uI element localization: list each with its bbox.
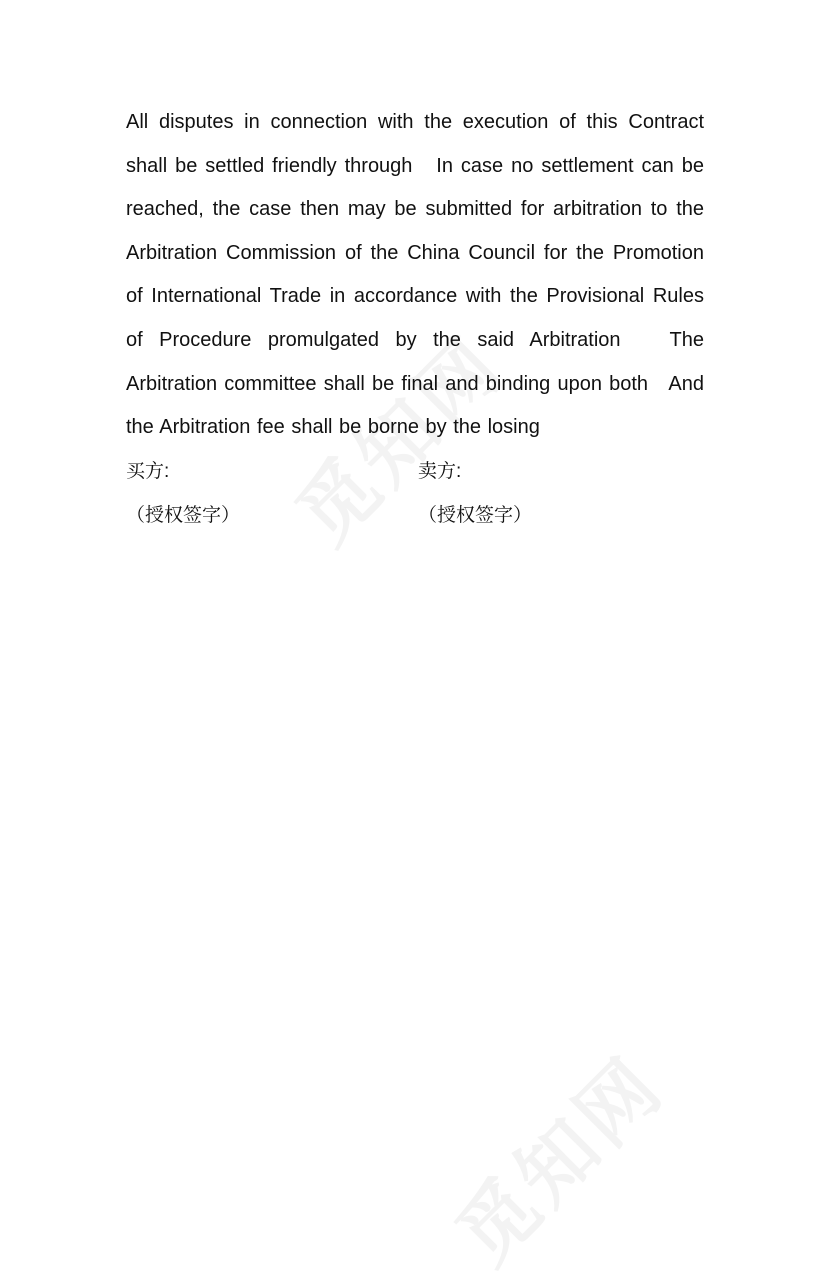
contract-content [126, 101, 711, 538]
watermark [427, 1027, 684, 1284]
buyer-authorized-signature: （授权签字） [126, 504, 241, 526]
arbitration-clause: All disputes in connection with the execution of this Contract shall be settled friendly through In case no settlement can be reached, the case then may be submitted for arbitration to the Arbitration Commission of the China Council for the Promotion of International Trade in accordance with the Provisional Rules of Procedure promulgated by the said Arbitration The Arbitration committee shall be final and binding upon both And the Arbitration fee shall be borne by the losing [126, 111, 711, 439]
signature-hints-row [126, 494, 704, 538]
seller-authorized-signature: （授权签字） [418, 504, 533, 526]
seller-label: 卖方: [418, 460, 462, 482]
buyer-label: 买方: [126, 460, 170, 482]
signature-labels-row [126, 450, 704, 494]
